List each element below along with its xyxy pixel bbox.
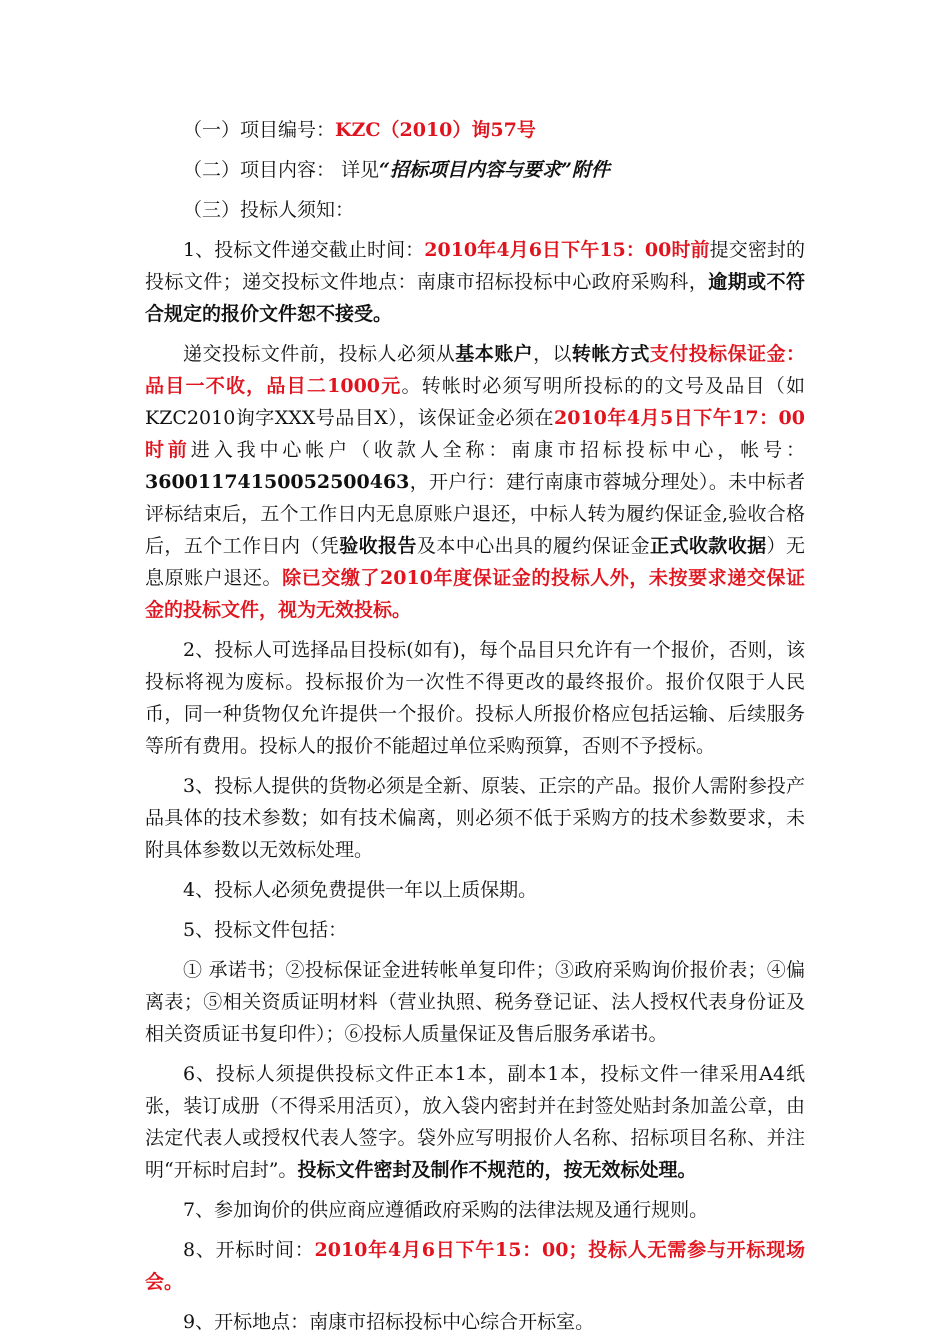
item-label: （二）项目内容： 详见 (183, 159, 380, 181)
item-project-content (145, 154, 805, 186)
clause-text: 提交密封的投标文件；递交投标文件地点：南康市招标投标中心政府采购科， (145, 239, 805, 293)
opening-time: 2010年4月6日下午15：00；投标人无需参与开标现场会。 (145, 1239, 805, 1293)
transfer-method: 转帐方式 (572, 343, 650, 365)
project-content-ref: “招标项目内容与要求”附件 (379, 159, 610, 181)
clause-4-warranty: 4、投标人必须免费提供一年以上质保期。 (183, 879, 538, 901)
clause-9-opening-place: 9、开标地点：南康市招标投标中心综合开标室。 (183, 1311, 595, 1333)
clause-6-copies (145, 1058, 805, 1186)
clause-deposit (145, 338, 805, 626)
clause-text: 进入我中心帐户（收款人全称：南康市招标投标中心，帐号： (190, 439, 805, 461)
official-receipt: 正式收款收据 (650, 535, 767, 557)
clause-text: ）无息原账户退还。 (145, 535, 805, 589)
clause-3-goods: 3、投标人提供的货物必须是全新、原装、正宗的产品。报价人需附参投产品具体的技术参数；如有技术偏离，则必须不低于采购方的技术参数要求，未附具体参数以无效标处理。 (145, 775, 805, 861)
item-label: （三）投标人须知： (183, 199, 355, 221)
clause-1-deadline (145, 234, 805, 330)
clause-text: 1、投标文件递交截止时间： (183, 239, 425, 261)
acceptance-report: 验收报告 (339, 535, 417, 557)
sealing-note: 投标文件密封及制作不规范的，按无效标处理。 (297, 1159, 697, 1181)
clause-text: 递交投标文件前，投标人必须从 (183, 343, 456, 365)
clause-text: ，开户行：建行南康市蓉城分理处）。未中标者评标结束后，五个工作日内无息原账户退还，中标人转为履约保证金,验收合格后，五个工作日内（凭 (145, 471, 805, 557)
late-rejection-note: 逾期或不符合规定的报价文件恕不接受。 (145, 271, 805, 325)
clause-8-opening-time (145, 1234, 805, 1298)
clause-text: 8、开标时间： (183, 1239, 315, 1261)
account-number: 36001174150052500463 (145, 471, 410, 493)
item-label: （一）项目编号： (183, 119, 336, 141)
clause-7-rules: 7、参加询价的供应商应遵循政府采购的法律法规及通行规则。 (183, 1199, 709, 1221)
item-bidder-notice (145, 194, 805, 226)
deposit-deadline: 2010年4月5日下午17：00时前 (145, 407, 805, 461)
deposit-amount: 品目一不收，品目二1000元 (145, 375, 402, 397)
deposit-label: 支付投标保证金： (649, 343, 805, 365)
clause-5-list: ① 承诺书；②投标保证金进转帐单复印件；③政府采购询价报价表；④偏离表；⑤相关资质证明材料（营业执照、税务登记证、法人授权代表身份证及相关资质证书复印件）；⑥投标人质量保证及售后服务承诺书。 (145, 959, 805, 1045)
document-body (145, 114, 805, 1338)
clause-2-pricing: 2、投标人可选择品目投标(如有)，每个品目只允许有一个报价，否则，该投标将视为废标。投标报价为一次性不得更改的最终报价。报价仅限于人民币，同一种货物仅允许提供一个报价。投标人所报价格应包括运输、后续服务等所有费用。投标人的报价不能超过单位采购预算，否则不予授标。 (145, 639, 805, 757)
project-number: KZC（2010）询57号 (335, 119, 536, 141)
clause-5-contents: 5、投标文件包括： (183, 919, 348, 941)
clause-text: 及本中心出具的履约保证金 (416, 535, 651, 557)
clause-text: 6、投标人须提供投标文件正本1本，副本1本，投标文件一律采用A4纸张，装订成册（不得采用活页），放入袋内密封并在封签处贴封条加盖公章，由法定代表人或授权代表人签字。袋外应写明报价人名称、招标项目名称、并注明“开标时启封”。 (145, 1063, 805, 1181)
basic-account: 基本账户 (455, 343, 534, 365)
invalid-bid-warning: 除已交缴了2010年度保证金的投标人外，未按要求递交保证金的投标文件，视为无效投标。 (145, 567, 805, 621)
deadline-time: 2010年4月6日下午15：00时前 (424, 239, 710, 261)
item-project-number (145, 114, 805, 146)
clause-text: ，以 (533, 343, 572, 365)
clause-text: 。转帐时必须写明所投标的的文号及品目（如KZC2010询字XXX号品目X），该保证金必须在 (145, 375, 805, 429)
